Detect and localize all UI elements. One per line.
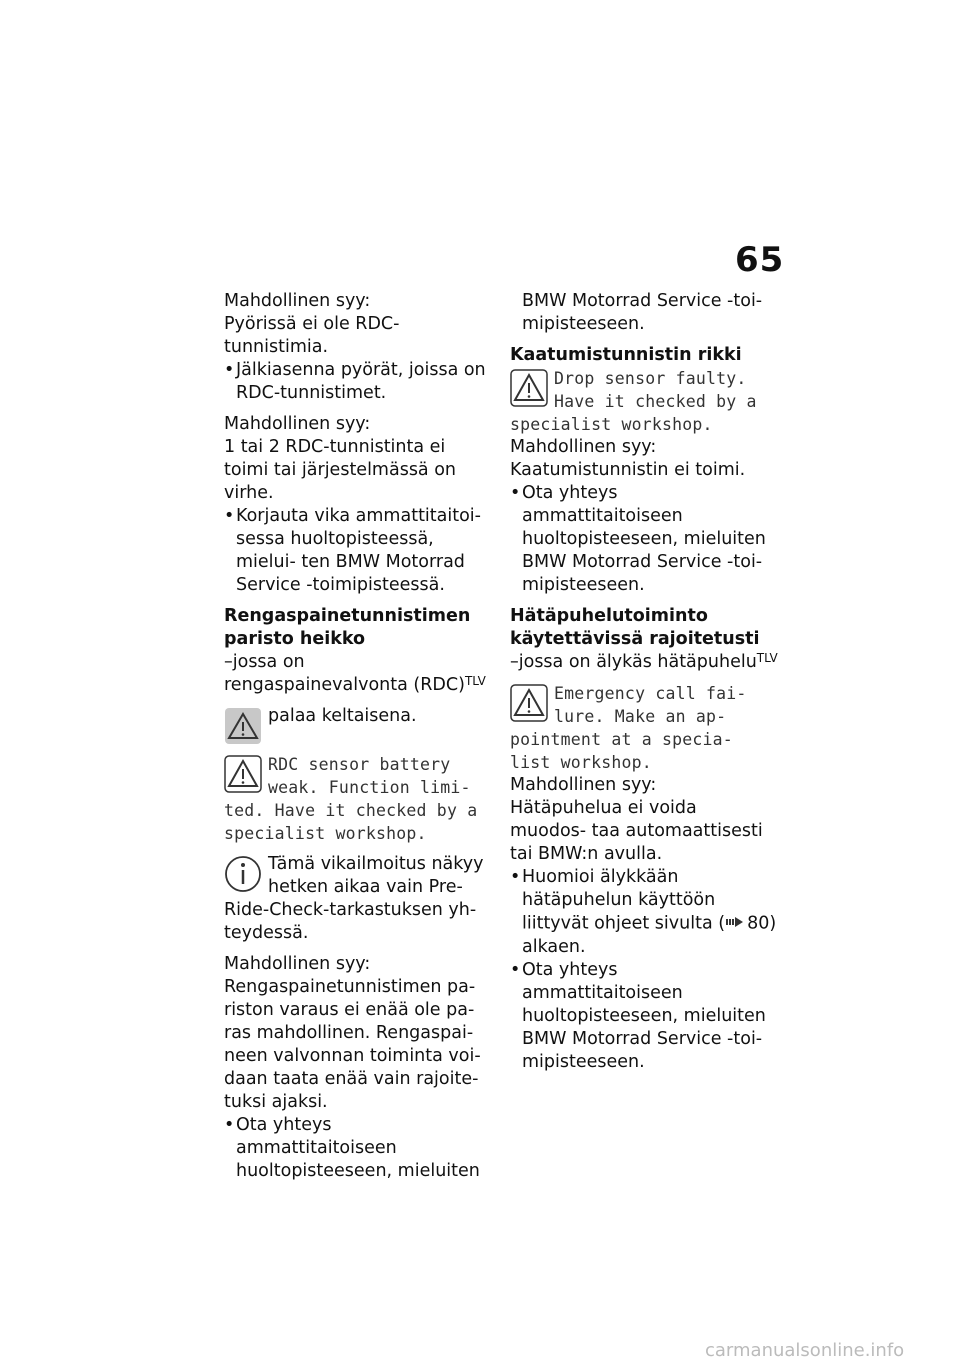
- left-column: [224, 290, 492, 1183]
- page-number: 65: [735, 240, 785, 280]
- action-item: • Korjauta vika ammattitaitoi- sessa huoltopisteessä, mielui- ten BMW Motorrad Service -toimipisteessä.: [224, 506, 481, 595]
- cause-label: Mahdollinen syy:: [510, 775, 657, 795]
- display-message-row: Emergency call fai- lure. Make an ap- pointment at a specia- list workshop.: [510, 684, 747, 772]
- cause-text: Hätäpuhelua ei voida muodos- taa automaattisesti tai BMW:n avulla.: [510, 798, 763, 864]
- page-reference-icon: [725, 912, 747, 935]
- display-message-row: Drop sensor faulty. Have it checked by a specialist workshop.: [510, 369, 757, 434]
- cause-label: Mahdollinen syy:: [224, 414, 371, 434]
- info-icon: [224, 855, 262, 893]
- action-item: • Jälkiasenna pyörät, joissa on RDC-tunnistimet.: [224, 360, 486, 403]
- section-heading: Rengaspainetunnistimen paristo heikko: [224, 606, 471, 649]
- cause-text: Rengaspainetunnistimen pa- riston varaus ei enää ole pa- ras mahdollinen. Rengaspai- neen valvonnan toiminta voi- daan taata enää vain rajoite- tuksi ajaksi.: [224, 977, 481, 1112]
- action-item: • Ota yhteys ammattitaitoiseen huoltopisteeseen, mieluiten BMW Motorrad Service -toi- mipisteeseen.: [510, 483, 766, 595]
- action-item: • Ota yhteys ammattitaitoiseen huoltopisteeseen, mieluiten BMW Motorrad Service -toi- mipisteeseen.: [510, 959, 766, 1072]
- section-heading: Hätäpuhelutoiminto käytettävissä rajoitetusti: [510, 606, 760, 649]
- action-item: • Huomioi älykkään hätäpuhelun käyttöön liittyvät ohjeet sivulta ( 80) alkaen.: [510, 867, 777, 957]
- watermark: carmanualsonline.info: [705, 1340, 905, 1361]
- condition: –jossa on älykäs hätäpuhelu$^{TLV}$: [510, 651, 778, 672]
- cause-label: Mahdollinen syy:: [224, 954, 371, 974]
- cause-text: Kaatumistunnistin ei toimi.: [510, 460, 746, 480]
- cause-label: Mahdollinen syy:: [224, 291, 371, 311]
- cause-label: Mahdollinen syy:: [510, 437, 657, 457]
- right-column: [510, 290, 778, 1074]
- condition: –jossa on rengaspainevalvonta (RDC)$^{TLV}$: [224, 652, 486, 695]
- warning-lamp-icon: [224, 707, 262, 745]
- cause-text: 1 tai 2 RDC-tunnistinta ei toimi tai järjestelmässä on virhe.: [224, 437, 457, 503]
- display-message-row: RDC sensor battery weak. Function limi- ted. Have it checked by a specialist workshop.: [224, 755, 478, 843]
- cause-text: Pyörissä ei ole RDC-tunnistimia.: [224, 314, 400, 357]
- info-row: Tämä vikailmoitus näkyy hetken aikaa vain Pre- Ride-Check-tarkastuksen yh- teydessä.: [224, 854, 484, 943]
- warning-triangle-icon: [224, 755, 262, 793]
- warning-lamp-row: palaa keltaisena.: [224, 705, 492, 745]
- warning-triangle-icon: [510, 369, 548, 407]
- continued-text: BMW Motorrad Service -toi- mipisteeseen.: [522, 291, 763, 334]
- warning-triangle-icon: [510, 684, 548, 722]
- section-heading: Kaatumistunnistin rikki: [510, 345, 742, 365]
- action-item: • Ota yhteys ammattitaitoiseen huoltopisteeseen, mieluiten: [224, 1115, 480, 1181]
